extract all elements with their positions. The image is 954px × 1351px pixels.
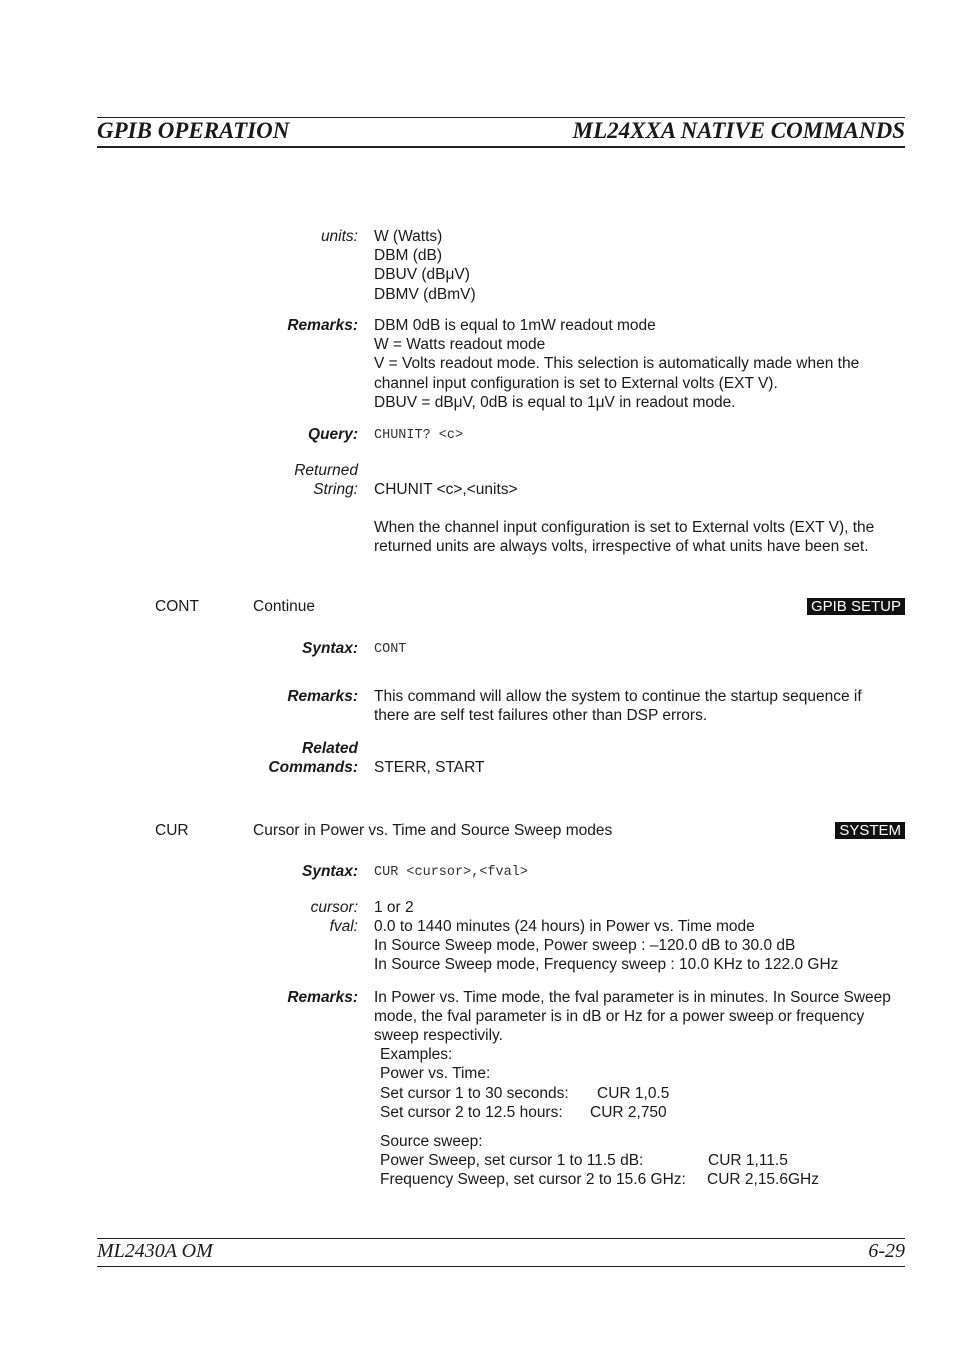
- returned-string-label-1: Returned: [294, 462, 358, 479]
- remarks-line: DBUV = dBμV, 0dB is equal to 1μV in readout mode.: [374, 393, 736, 411]
- footer-top-rule: [97, 1238, 905, 1239]
- query-syntax: CHUNIT? <c>: [374, 428, 464, 443]
- footer-page-number: 6-29: [868, 1240, 905, 1262]
- units-list: [374, 227, 476, 304]
- chunit-remarks-label: Remarks:: [287, 317, 358, 334]
- cur-remarks-label: Remarks:: [287, 989, 358, 1006]
- source-sweep-label: Source sweep:: [380, 1133, 483, 1150]
- units-item: DBUV (dBμV): [374, 266, 470, 284]
- footer-bottom-rule: [97, 1266, 905, 1267]
- fval-line: In Source Sweep mode, Power sweep : –120.0 dB to 30.0 dB: [374, 937, 796, 955]
- cont-remarks: [374, 687, 862, 725]
- cur-command-name: CUR: [155, 822, 189, 839]
- remarks-line: DBM 0dB is equal to 1mW readout mode: [374, 317, 656, 334]
- fval-param-values: [374, 917, 838, 975]
- cont-category-tag: GPIB SETUP: [807, 598, 905, 615]
- returned-string: CHUNIT <c>,<units>: [374, 481, 518, 498]
- remarks-line: This command will allow the system to continue the startup sequence if: [374, 688, 862, 705]
- chunit-remarks: [374, 316, 859, 412]
- fval-param-label: fval:: [329, 918, 358, 935]
- cur-syntax: CUR <cursor>,<fval>: [374, 865, 528, 880]
- remarks-line: V = Volts readout mode. This selection is automatically made when the: [374, 355, 860, 373]
- example-3-command: CUR 1,11.5: [708, 1152, 788, 1169]
- fval-line: 0.0 to 1440 minutes (24 hours) in Power vs. Time mode: [374, 918, 755, 935]
- cont-remarks-label: Remarks:: [287, 688, 358, 705]
- note-line: When the channel input configuration is set to External volts (EXT V), the: [374, 519, 875, 536]
- cont-command-title: Continue: [253, 598, 316, 615]
- fval-line: In Source Sweep mode, Frequency sweep : 10.0 KHz to 122.0 GHz: [374, 956, 839, 974]
- cur-remarks: [374, 988, 891, 1046]
- cur-syntax-label: Syntax:: [302, 863, 358, 880]
- units-item: DBM (dB): [374, 247, 443, 265]
- examples-label: Examples:: [380, 1046, 453, 1063]
- remarks-line: there are self test failures other than DSP errors.: [374, 707, 708, 725]
- related-commands: STERR, START: [374, 759, 485, 776]
- example-2-text: Set cursor 2 to 12.5 hours:: [380, 1104, 563, 1121]
- cursor-param-value: 1 or 2: [374, 899, 414, 916]
- header-chapter-title: ML24XXA NATIVE COMMANDS: [572, 118, 905, 143]
- units-label: units:: [320, 228, 358, 245]
- chunit-note: [374, 518, 874, 556]
- example-3-text: Power Sweep, set cursor 1 to 11.5 dB:: [380, 1152, 644, 1169]
- example-1-command: CUR 1,0.5: [597, 1085, 670, 1102]
- example-1-text: Set cursor 1 to 30 seconds:: [380, 1085, 569, 1102]
- remarks-line: sweep respectivily.: [374, 1027, 503, 1045]
- remarks-line: mode, the fval parameter is in dB or Hz for a power sweep or frequency: [374, 1008, 865, 1026]
- cursor-param-label: cursor:: [310, 899, 358, 916]
- remarks-line: channel input configuration is set to External volts (EXT V).: [374, 374, 778, 392]
- units-item: W (Watts): [374, 228, 443, 245]
- cont-command-name: CONT: [155, 598, 199, 615]
- cont-syntax: CONT: [374, 642, 407, 657]
- header-section-title: GPIB OPERATION: [97, 118, 290, 143]
- units-item: DBMV (dBmV): [374, 285, 476, 303]
- remarks-line: In Power vs. Time mode, the fval parameter is in minutes. In Source Sweep: [374, 989, 891, 1006]
- cont-syntax-label: Syntax:: [302, 640, 358, 657]
- remarks-line: W = Watts readout mode: [374, 336, 546, 354]
- footer-manual-name: ML2430A OM: [97, 1240, 213, 1262]
- example-2-command: CUR 2,750: [590, 1104, 667, 1121]
- related-commands-label-1: Related: [302, 740, 358, 757]
- example-4-text: Frequency Sweep, set cursor 2 to 15.6 GHz:: [380, 1171, 686, 1188]
- power-vs-time-label: Power vs. Time:: [380, 1065, 491, 1082]
- query-label: Query:: [308, 426, 358, 443]
- header-bottom-rule: [97, 146, 905, 148]
- cur-command-title: Cursor in Power vs. Time and Source Sweep modes: [253, 822, 613, 839]
- example-4-command: CUR 2,15.6GHz: [707, 1171, 819, 1188]
- cur-category-tag: SYSTEM: [835, 822, 905, 839]
- related-commands-label-2: Commands:: [268, 759, 358, 776]
- note-line: returned units are always volts, irrespective of what units have been set.: [374, 538, 869, 556]
- returned-string-label-2: String:: [313, 481, 358, 498]
